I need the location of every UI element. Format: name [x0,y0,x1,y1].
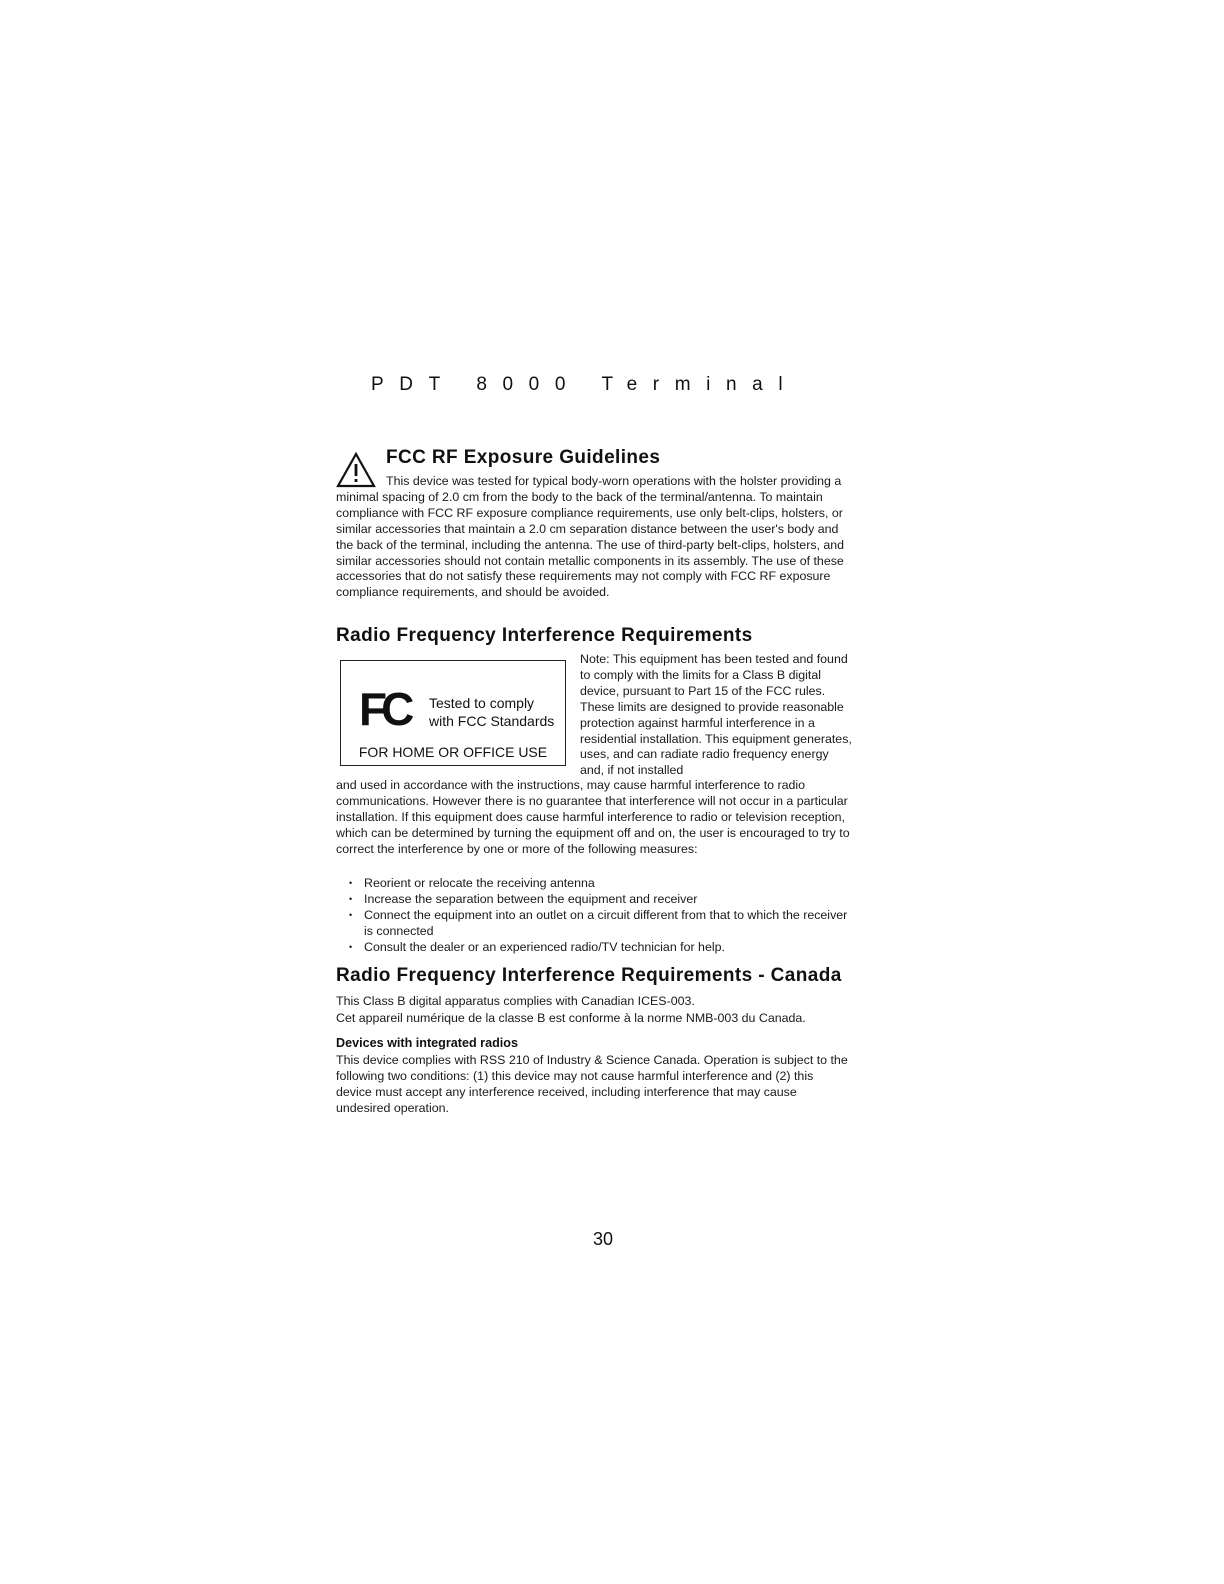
rfi-heading: Radio Frequency Interference Requirements [336,625,753,646]
fcc-logo-icon [359,685,417,729]
fcc-compliance-box [340,660,566,766]
rfi-canada-heading: Radio Frequency Interference Requirements - Canada [336,965,842,986]
fcc-rf-exposure-heading: FCC RF Exposure Guidelines [386,447,661,468]
list-item: • Connect the equipment into an outlet on a circuit different from that to which the receiver is connected [336,908,852,940]
page-number: 30 [592,1229,614,1249]
list-item: • Increase the separation between the equipment and receiver [336,892,852,908]
rfi-note-continued: and used in accordance with the instructions, may cause harmful interference to radio communications. However there is no guarantee that interference will not occur in a particular installation. If this equipment does cause harmful interference to radio or television reception, which can be determined by turning the equipment off and on, the user is encouraged to try to correct the interference by one or more of the following measures: [336,778,850,856]
canada-nmb-line: Cet appareil numérique de la classe B est conforme à la norme NMB-003 du Canada. [336,1011,806,1025]
fcc-logo-text: FC [359,685,409,729]
rfi-note-side: Note: This equipment has been tested and found to comply with the limits for a Class B digital device, pursuant to Part 15 of the FCC rules. These limits are designed to provide reasonable protection against harmful interference in a residential installation. This equipment generates, uses, and can radiate radio frequency energy and, if not installed [580,652,852,778]
list-item: • Reorient or relocate the receiving antenna [336,876,852,892]
fcc-box-footer: FOR HOME OR OFFICE USE [358,744,548,760]
fcc-box-line2: with FCC Standards [429,713,555,729]
fcc-box-line1: Tested to comply [429,695,535,711]
rfi-measures-list [336,876,852,956]
fcc-rf-exposure-paragraph: This device was tested for typical body-worn operations with the holster providing a minimal spacing of 2.0 cm from the body to the back of the terminal/antenna. To maintain compliance with FCC RF exposure compliance requirements, use only belt-clips, holsters, or similar accessories that maintain a 2.0 cm separation distance between the user's body and the back of the terminal, including the antenna. The use of third-party belt-clips, holsters, and similar accessories should not contain metallic components in its assembly. The use of these accessories that do not satisfy these requirements may not comply with FCC RF exposure compliance requirements, and should be avoided. [336,474,845,600]
integrated-radios-paragraph: This device complies with RSS 210 of Industry & Science Canada. Operation is subject to the following two conditions: (1) this device may not cause harmful interference and (2) this device must accept any interference received, including interference that may cause undesired operation. [336,1053,848,1115]
list-item: • Consult the dealer or an experienced radio/TV technician for help. [336,940,852,956]
integrated-radios-subheading: Devices with integrated radios [336,1036,518,1050]
canada-ices-line: This Class B digital apparatus complies with Canadian ICES-003. [336,994,695,1008]
running-head: PDT 8000 Terminal [371,374,799,395]
